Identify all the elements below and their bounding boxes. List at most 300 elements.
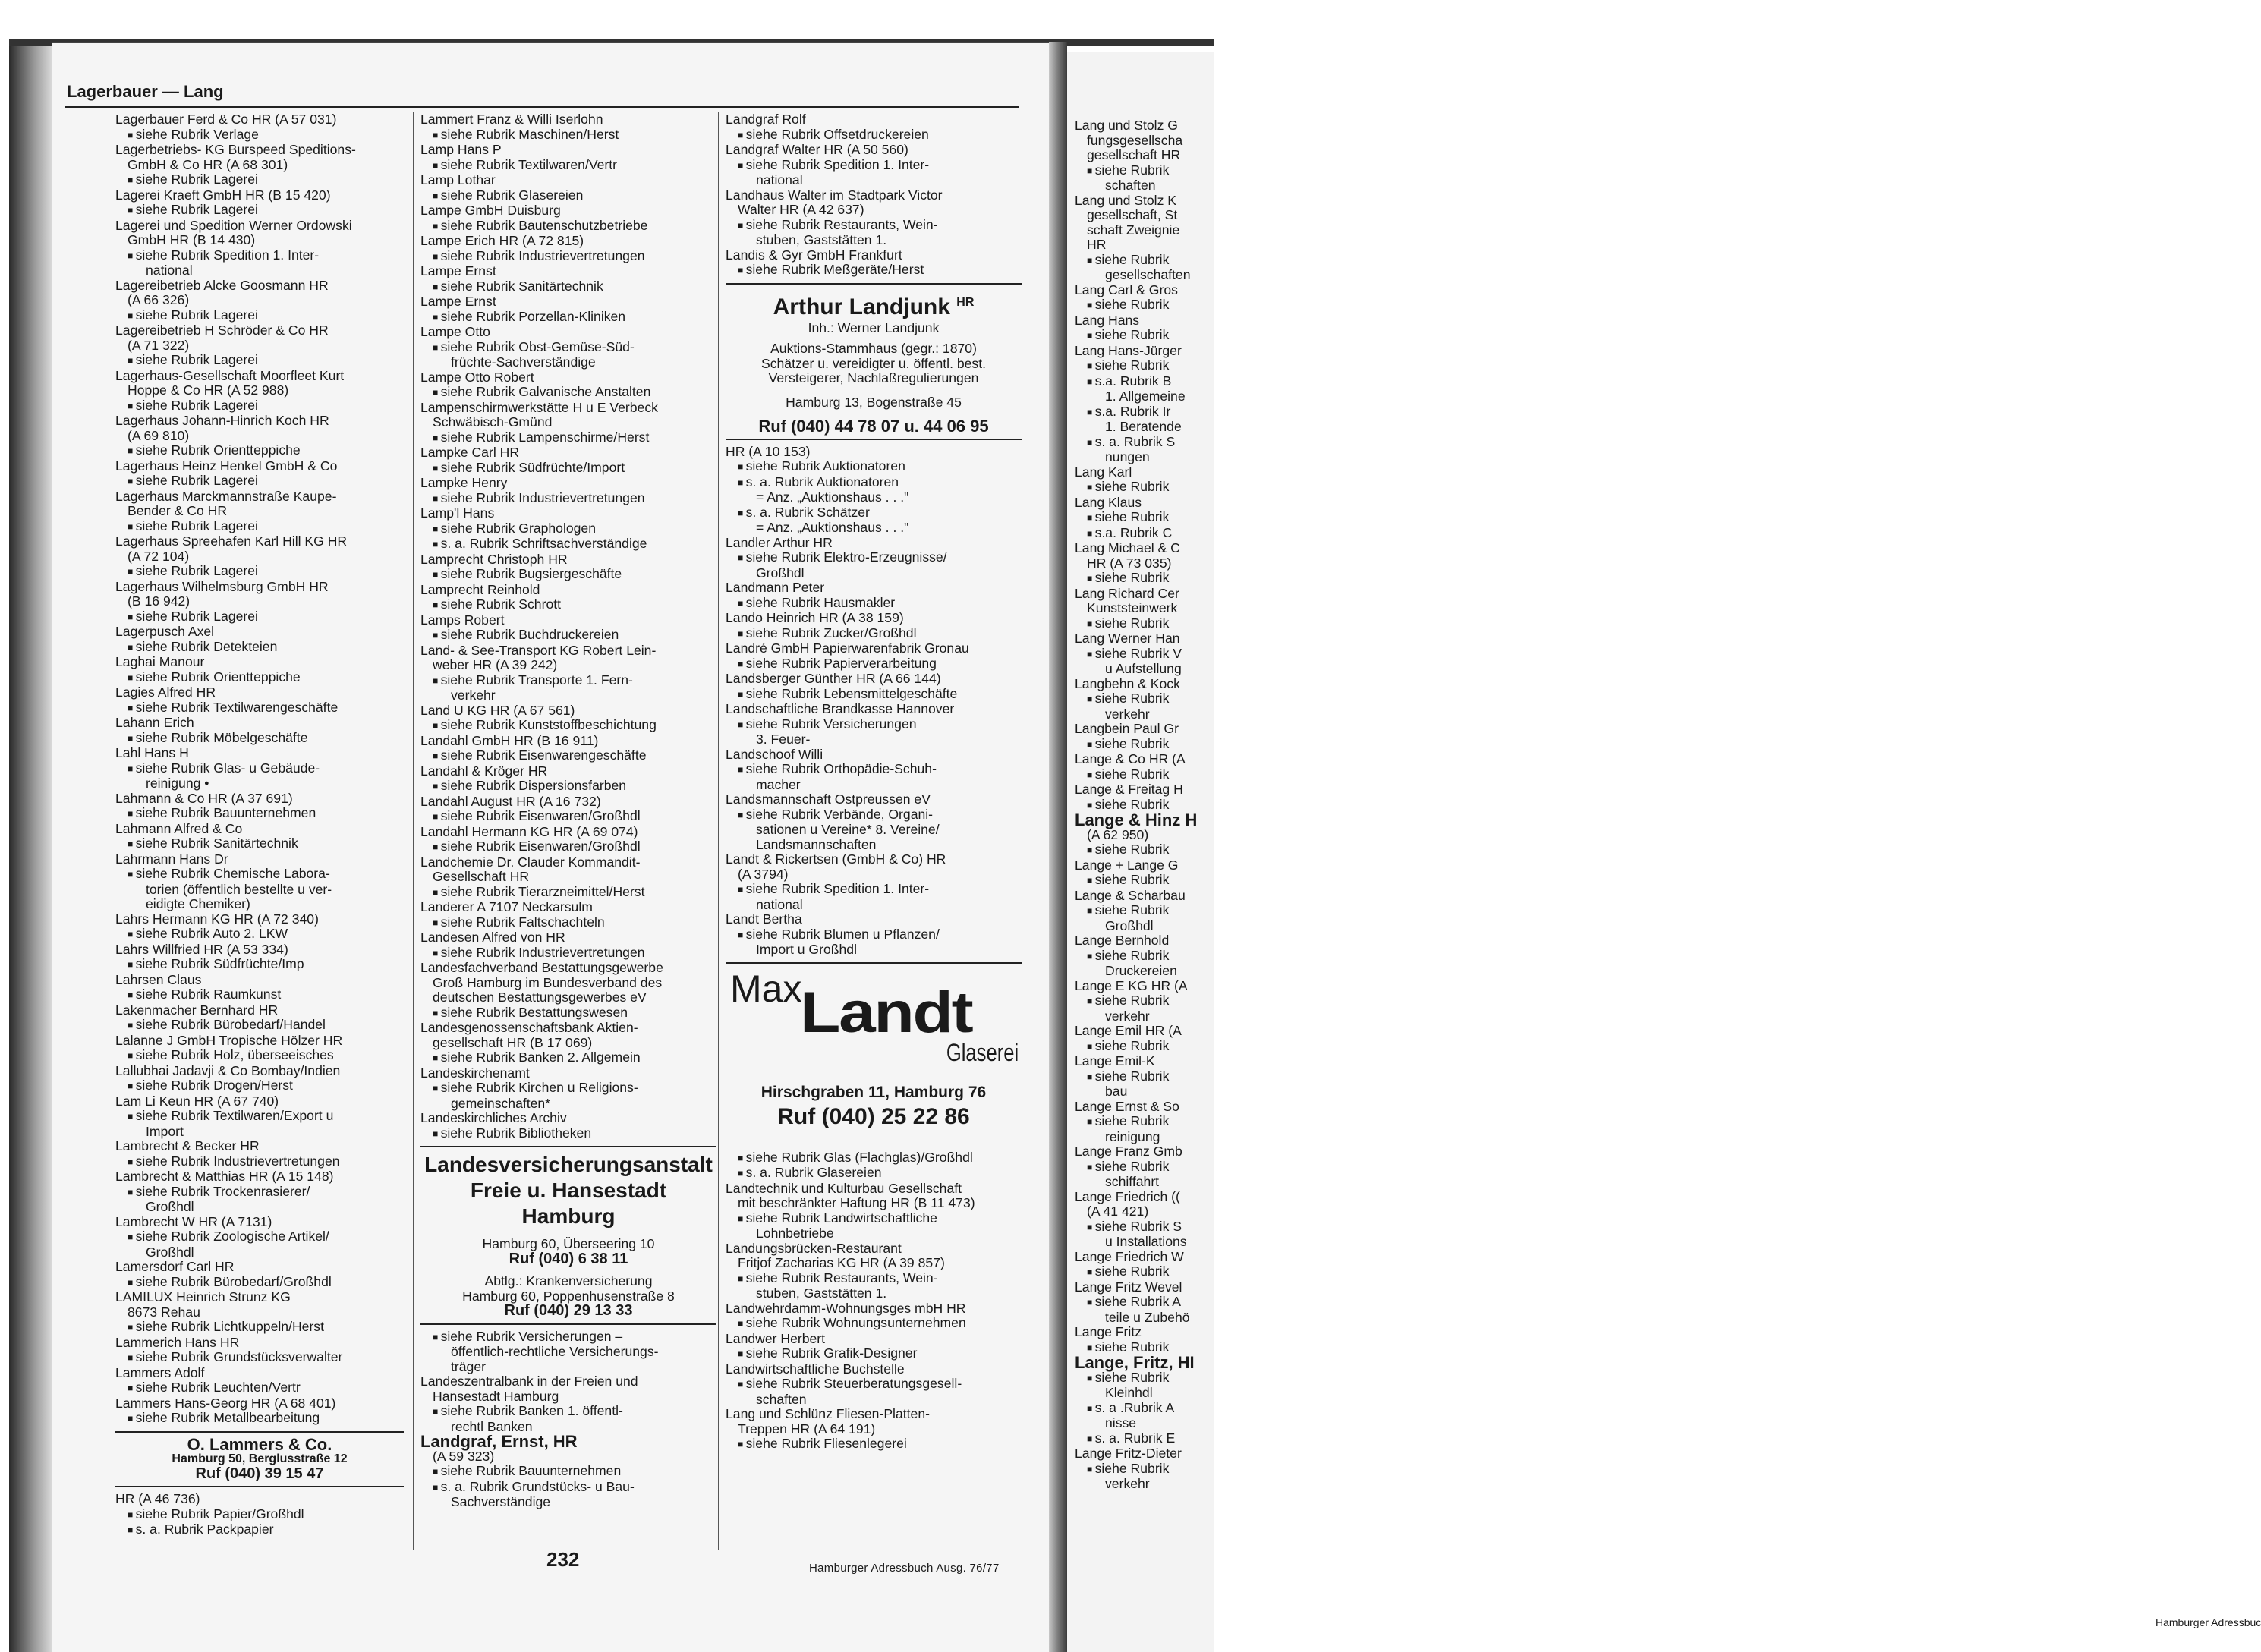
directory-entry: Lammers Adolf: [115, 1364, 205, 1380]
directory-entry: Lagerbauer Ferd & Co HR (A 57 031): [115, 112, 337, 127]
ad-owner: Inh.: Werner Landjunk: [808, 319, 940, 335]
directory-entry: Lando Heinrich HR (A 38 159): [726, 610, 904, 625]
ad-address: Hirschgraben 11, Hamburg 76: [760, 1083, 987, 1101]
rubrik-reference: ■ siehe Rubrik Trockenrasierer/: [115, 1185, 404, 1200]
directory-entry: Lamp Hans P: [420, 142, 502, 157]
rubrik-reference: ■ siehe Rubrik Lampenschirme/Herst: [420, 430, 716, 446]
rubrik-reference: ■ siehe Rubrik Blumen u Pflanzen/: [726, 927, 1022, 943]
rubrik-reference: ■ siehe Rubrik Lagerei: [115, 474, 404, 489]
directory-entry: Landt & Rickertsen (GmbH & Co) HR: [726, 851, 946, 867]
directory-entry: Landschoof Willi: [726, 746, 823, 762]
rubrik-reference: ■ siehe Rubrik S: [1075, 1219, 1227, 1235]
entry-continuation: reinigung •: [146, 776, 209, 791]
rubrik-reference: ■ siehe Rubrik Lagerei: [115, 564, 404, 580]
entry-continuation: (A 69 810): [128, 427, 190, 443]
ad-title-line: Landesversicherungsanstalt: [424, 1153, 713, 1176]
ad-phone: Ruf (040) 25 22 86: [777, 1103, 970, 1129]
rubrik-reference: ■ siehe Rubrik Südfrüchte/Imp: [115, 957, 404, 973]
directory-entry: Lang Karl: [1075, 464, 1132, 480]
rubrik-reference: ■ siehe Rubrik: [1075, 510, 1227, 526]
entry-continuation: Großhdl: [146, 1199, 194, 1214]
directory-entry: Landahl GmbH HR (B 16 911): [420, 732, 599, 748]
directory-entry: Lambrecht & Becker HR: [115, 1138, 260, 1153]
directory-entry: Langbehn & Kock: [1075, 675, 1180, 691]
rubrik-reference: ■ siehe Rubrik: [1075, 691, 1227, 707]
column-divider: [718, 112, 719, 1550]
rubrik-reference: ■ siehe Rubrik Versicherungen: [726, 717, 1022, 733]
entry-continuation: verkehr: [1105, 1476, 1150, 1491]
directory-entry: Lange Fritz Wevel: [1075, 1279, 1182, 1295]
rubrik-reference: ■ siehe Rubrik Lagerei: [115, 308, 404, 324]
rubrik-reference: ■ siehe Rubrik: [1075, 767, 1227, 783]
rubrik-reference: ■ siehe Rubrik Porzellan-Kliniken: [420, 310, 716, 326]
entry-continuation: deutschen Bestattungsgewerbes eV: [433, 990, 647, 1005]
directory-entry: Lamprecht Christoph HR: [420, 551, 568, 567]
directory-entry: Lammers Hans-Georg HR (A 68 401): [115, 1395, 336, 1411]
entry-continuation: Großhdl: [756, 565, 805, 581]
rubrik-reference: ■ siehe Rubrik Südfrüchte/Import: [420, 461, 716, 477]
entry-continuation: Kleinhdl: [1105, 1385, 1153, 1400]
directory-entry: Lahrs Willfried HR (A 53 334): [115, 941, 288, 957]
directory-entry: Lambrecht & Matthias HR (A 15 148): [115, 1169, 334, 1184]
rubrik-reference: ■ siehe Rubrik Lagerei: [115, 519, 404, 535]
rubrik-reference: ■ siehe Rubrik: [1075, 842, 1227, 858]
ad-phone: Ruf (040) 29 13 33: [504, 1302, 633, 1319]
entry-continuation: Lohnbetriebe: [756, 1226, 834, 1241]
rubrik-reference: ■ siehe Rubrik Papier/Großhdl: [115, 1507, 404, 1523]
rubrik-reference: ■ siehe Rubrik: [1075, 1160, 1227, 1175]
directory-entry: Landgraf Walter HR (A 50 560): [726, 142, 908, 157]
entry-continuation: schaften: [1105, 178, 1156, 193]
directory-entry: Landt Bertha: [726, 911, 802, 927]
rubrik-reference: ■ s. a. Rubrik Packpapier: [115, 1522, 404, 1538]
rubrik-reference: ■ siehe Rubrik Auktionatoren: [726, 459, 1022, 475]
rubrik-reference: ■ siehe Rubrik Detekteien: [115, 640, 404, 656]
entry-continuation: Schwäbisch-Gmünd: [433, 414, 553, 430]
rubrik-reference: ■ siehe Rubrik Orientteppiche: [115, 670, 404, 686]
rubrik-reference: ■ siehe Rubrik Bauunternehmen: [115, 806, 404, 822]
entry-continuation: Gesellschaft HR: [433, 869, 530, 884]
entry-continuation: Hoppe & Co HR (A 52 988): [128, 382, 289, 398]
rubrik-reference: ■ siehe Rubrik Orientteppiche: [115, 443, 404, 459]
entry-continuation: (A 72 104): [128, 548, 190, 564]
rubrik-reference: ■ siehe Rubrik Lagerei: [115, 353, 404, 369]
entry-continuation: eidigte Chemiker): [146, 896, 250, 911]
rubrik-reference: ■ siehe Rubrik: [1075, 571, 1227, 587]
page-number: 232: [546, 1548, 580, 1571]
rubrik-reference: ■ siehe Rubrik Glas (Flachglas)/Großhdl: [726, 1150, 1022, 1166]
rubrik-reference: ■ siehe Rubrik Holz, überseeisches: [115, 1048, 404, 1064]
ad-department: Abtlg.: Krankenversicherung: [484, 1273, 653, 1289]
directory-entry: Laghai Manour: [115, 654, 205, 669]
entry-continuation: GmbH & Co HR (A 68 301): [128, 156, 288, 172]
entry-continuation: reinigung: [1105, 1128, 1160, 1144]
column-3: [726, 112, 1022, 1452]
rubrik-reference: ■ siehe Rubrik Wohnungsunternehmen: [726, 1316, 1022, 1332]
directory-entry: Langbein Paul Gr: [1075, 721, 1179, 736]
rubrik-reference: ■ s.a. Rubrik C: [1075, 526, 1227, 542]
rubrik-reference: ■ s. a. Rubrik Schriftsachverständige: [420, 537, 716, 552]
directory-entry: Lang und Stolz G: [1075, 118, 1178, 133]
rubrik-reference: ■ s.a. Rubrik B: [1075, 374, 1227, 390]
directory-entry: Lange + Lange G: [1075, 857, 1179, 873]
rubrik-reference: ■ siehe Rubrik Eisenwarengeschäfte: [420, 748, 716, 764]
directory-entry: Lam Li Keun HR (A 67 740): [115, 1093, 279, 1109]
entry-continuation: 1. Allgemeine: [1105, 389, 1186, 404]
directory-entry: Lange & Freitag H: [1075, 782, 1183, 797]
rubrik-reference: ■ siehe Rubrik: [1075, 1069, 1227, 1085]
directory-entry: Lange & Scharbau: [1075, 887, 1186, 903]
directory-entry: Lange & Co HR (A: [1075, 751, 1186, 766]
rubrik-reference: ■ siehe Rubrik: [1075, 1264, 1227, 1280]
rubrik-reference: ■ siehe Rubrik: [1075, 1340, 1227, 1356]
rubrik-reference: ■ siehe Rubrik: [1075, 737, 1227, 753]
rubrik-reference: ■ s. a. Rubrik Schätzer: [726, 505, 1022, 521]
page-footer: Hamburger Adressbuch Ausg. 76/77: [809, 1562, 1000, 1575]
directory-entry: Landwer Herbert: [726, 1330, 826, 1346]
directory-entry: Lange, Fritz, HI: [1075, 1353, 1195, 1372]
ad-title: Arthur Landjunk $^{HR}$: [773, 294, 975, 319]
entry-continuation: Großhdl: [1105, 917, 1154, 933]
directory-entry: Lang Hans-Jürger: [1075, 342, 1182, 358]
directory-entry: HR (A 46 736): [115, 1491, 200, 1506]
directory-entry: Lambrecht W HR (A 7131): [115, 1213, 272, 1229]
entry-continuation: (A 3794): [738, 866, 789, 882]
entry-continuation: nisse: [1105, 1415, 1137, 1430]
directory-entry: Landsmannschaft Ostpreussen eV: [726, 791, 931, 807]
entry-continuation: (A 66 326): [128, 292, 190, 307]
directory-entry: Land U KG HR (A 67 561): [420, 702, 575, 718]
directory-entry: Lammerich Hans HR: [115, 1334, 240, 1350]
ad-line: Schätzer u. vereidigter u. öffentl. best.: [760, 355, 986, 371]
rubrik-reference: ■ siehe Rubrik: [1075, 1462, 1227, 1477]
rubrik-reference: ■ siehe Rubrik Textilwaren/Export u: [115, 1109, 404, 1125]
entry-continuation: HR (A 73 035): [1087, 555, 1172, 571]
entry-continuation: torien (öffentlich bestellte u ver-: [146, 881, 332, 897]
rubrik-reference: ■ siehe Rubrik Bestattungswesen: [420, 1005, 716, 1021]
rubrik-reference: ■ siehe Rubrik Sanitärtechnik: [115, 836, 404, 852]
entry-continuation: nungen: [1105, 449, 1150, 464]
rubrik-reference: ■ siehe Rubrik: [1075, 328, 1227, 344]
directory-entry: Lange Ernst & So: [1075, 1098, 1179, 1114]
entry-continuation: Walter HR (A 42 637): [738, 202, 864, 217]
ad-address: Hamburg 60, Poppenhusenstraße 8: [462, 1288, 675, 1304]
directory-entry: Landgraf Rolf: [726, 112, 806, 127]
directory-entry: Lahrs Hermann KG HR (A 72 340): [115, 911, 319, 927]
directory-entry: Lang Klaus: [1075, 494, 1142, 510]
rubrik-reference: ■ siehe Rubrik Restaurants, Wein-: [726, 218, 1022, 234]
rubrik-reference: ■ siehe Rubrik Sanitärtechnik: [420, 279, 716, 295]
entry-continuation: weber HR (A 39 242): [433, 657, 558, 672]
ad-title: O. Lammers & Co.: [187, 1434, 332, 1454]
directory-entry: Lagerei und Spedition Werner Ordowski: [115, 217, 352, 233]
directory-entry: Lange Bernhold: [1075, 933, 1170, 948]
directory-entry: Landchemie Dr. Clauder Kommandit-: [420, 854, 641, 870]
rubrik-reference: ■ siehe Rubrik Auto 2. LKW: [115, 927, 404, 942]
ad-phone: Ruf (040) 39 15 47: [195, 1465, 324, 1482]
directory-entry: Lagies Alfred HR: [115, 684, 216, 700]
entry-continuation: macher: [756, 776, 801, 792]
rubrik-reference: ■ siehe Rubrik Lichtkuppeln/Herst: [115, 1320, 404, 1336]
max-landt-ad: [726, 962, 1022, 1146]
rubrik-reference: ■ siehe Rubrik Schrott: [420, 597, 716, 613]
directory-entry: Landesfachverband Bestattungsgewerbe: [420, 960, 663, 975]
entry-continuation: Treppen HR (A 64 191): [738, 1421, 876, 1436]
rubrik-reference: ■ siehe Rubrik Elektro-Erzeugnisse/: [726, 550, 1022, 566]
directory-entry: Lang Carl & Gros: [1075, 282, 1178, 297]
directory-entry: Landeskirchenamt: [420, 1065, 530, 1081]
rubrik-reference: ■ siehe Rubrik Lebensmittelgeschäfte: [726, 687, 1022, 703]
rubrik-reference: ■ siehe Rubrik Industrievertretungen: [115, 1154, 404, 1170]
rubrik-reference: ■ siehe Rubrik: [1075, 798, 1227, 813]
rubrik-reference: ■ siehe Rubrik Industrievertretungen: [420, 946, 716, 961]
rubrik-reference: ■ siehe Rubrik Bürobedarf/Großhdl: [115, 1275, 404, 1291]
directory-entry: Lange Fritz: [1075, 1324, 1142, 1339]
rubrik-reference: ■ siehe Rubrik Spedition 1. Inter-: [726, 882, 1022, 898]
rubrik-reference: ■ s. a. Rubrik Glasereien: [726, 1166, 1022, 1182]
column-divider: [413, 112, 414, 1550]
rubrik-reference: ■ siehe Rubrik Graphologen: [420, 521, 716, 537]
next-page-column: [1075, 118, 1227, 1492]
rubrik-reference: ■ siehe Rubrik Industrievertretungen: [420, 249, 716, 265]
entry-continuation: verkehr: [1105, 1008, 1150, 1024]
directory-entry: Lange Fritz-Dieter: [1075, 1446, 1182, 1461]
directory-entry: Landmann Peter: [726, 580, 825, 595]
directory-entry: Lahl Hans H: [115, 745, 189, 760]
rubrik-reference: ■ s. a. Rubrik Grundstücks- u Bau-: [420, 1480, 716, 1496]
directory-entry: Lalanne J GmbH Tropische Hölzer HR: [115, 1032, 343, 1048]
rubrik-reference: ■ siehe Rubrik: [1075, 358, 1227, 374]
rubrik-reference: ■ siehe Rubrik Chemische Labora-: [115, 867, 404, 883]
entry-continuation: teile u Zubehö: [1105, 1309, 1190, 1325]
entry-continuation: verkehr: [1105, 706, 1150, 722]
entry-continuation: 8673 Rehau: [128, 1304, 200, 1320]
rubrik-reference: ■ siehe Rubrik Lagerei: [115, 172, 404, 188]
entry-continuation: gesellschaften: [1105, 267, 1191, 282]
directory-entry: Lange E KG HR (A: [1075, 977, 1188, 993]
rubrik-reference: ■ siehe Rubrik Hausmakler: [726, 596, 1022, 612]
directory-entry: Lampe Erich HR (A 72 815): [420, 233, 584, 248]
rubrik-reference: ■ siehe Rubrik Textilwaren/Vertr: [420, 158, 716, 174]
rubrik-reference: ■ s. a. Rubrik E: [1075, 1431, 1227, 1447]
directory-entry: Landahl & Kröger HR: [420, 763, 548, 779]
directory-entry: Landahl Hermann KG HR (A 69 074): [420, 823, 638, 839]
entry-continuation: = Anz. „Auktionshaus . . .": [756, 520, 909, 535]
directory-entry: Lampenschirmwerkstätte H u E Verbeck: [420, 399, 658, 415]
rubrik-reference: ■ siehe Rubrik Bauunternehmen: [420, 1464, 716, 1480]
entry-continuation: = Anz. „Auktionshaus . . .": [756, 489, 909, 505]
rubrik-reference: ■ siehe Rubrik Grundstücksverwalter: [115, 1350, 404, 1366]
directory-entry: Landhaus Walter im Stadtpark Victor: [726, 187, 943, 203]
ad-address: Hamburg 13, Bogenstraße 45: [786, 394, 962, 410]
entry-continuation: rechtl Banken: [451, 1418, 533, 1434]
directory-entry: Lahrsen Claus: [115, 971, 202, 987]
column-1: [115, 112, 404, 1538]
header-rule: [65, 106, 1019, 108]
rubrik-reference: ■ siehe Rubrik A: [1075, 1295, 1227, 1311]
rubrik-reference: ■ siehe Rubrik Bautenschutzbetriebe: [420, 219, 716, 234]
entry-continuation: 3. Feuer-: [756, 732, 811, 747]
entry-list: [420, 112, 716, 1141]
rubrik-reference: ■ siehe Rubrik Lagerei: [115, 398, 404, 414]
directory-entry: Lagerei Kraeft GmbH HR (B 15 420): [115, 187, 331, 203]
directory-entry: Lang und Stolz K: [1075, 192, 1177, 208]
directory-entry: Lamprecht Reinhold: [420, 581, 540, 597]
ad-phone: Ruf (040) 6 38 11: [509, 1250, 628, 1267]
rubrik-reference: ■ siehe Rubrik Möbelgeschäfte: [115, 731, 404, 747]
directory-entry: Landwehrdamm-Wohnungsges mbH HR: [726, 1300, 966, 1316]
directory-entry: Land- & See-Transport KG Robert Lein-: [420, 642, 657, 658]
entry-continuation: mit beschränkter Haftung HR (B 11 473): [738, 1195, 975, 1210]
entry-continuation: national: [146, 263, 193, 278]
rubrik-reference: ■ siehe Rubrik Offsetdruckereien: [726, 127, 1022, 143]
entry-continuation: (B 16 942): [128, 593, 191, 609]
directory-entry: Lang Hans: [1075, 312, 1140, 328]
entry-continuation: u Installations: [1105, 1234, 1187, 1249]
directory-entry: Lampke Henry: [420, 475, 508, 490]
directory-entry: Lamps Robert: [420, 612, 505, 628]
rubrik-reference: ■ siehe Rubrik Verlage: [115, 127, 404, 143]
directory-entry: Lamp Lothar: [420, 172, 496, 187]
page-header: Lagerbauer — Lang: [67, 82, 224, 101]
directory-entry: Lahmann Alfred & Co: [115, 820, 243, 836]
rubrik-reference: ■ siehe Rubrik Galvanische Anstalten: [420, 385, 716, 401]
entry-continuation: national: [756, 172, 803, 187]
rubrik-reference: ■ siehe Rubrik Textilwarengeschäfte: [115, 700, 404, 716]
directory-entry: Lamersdorf Carl HR: [115, 1259, 235, 1274]
rubrik-reference: ■ siehe Rubrik Leuchten/Vertr: [115, 1380, 404, 1396]
rubrik-reference: ■ siehe Rubrik Zoologische Artikel/: [115, 1229, 404, 1245]
entry-continuation: GmbH HR (B 14 430): [128, 232, 256, 247]
rubrik-reference: ■ siehe Rubrik Zucker/Großhdl: [726, 626, 1022, 642]
directory-entry: Lagerhaus Marckmannstraße Kaupe-: [115, 488, 337, 504]
directory-entry: Lampe Otto: [420, 324, 490, 339]
directory-entry: Landschaftliche Brandkasse Hannover: [726, 701, 955, 716]
ad-address: Hamburg 50, Berglusstraße 12: [172, 1452, 348, 1465]
ad-logo-max: Max: [730, 967, 802, 1010]
entry-continuation: Import: [146, 1123, 184, 1139]
rubrik-reference: ■ siehe Rubrik Obst-Gemüse-Süd-: [420, 340, 716, 356]
entry-continuation: Import u Großhdl: [756, 942, 857, 957]
directory-entry: Lagereibetrieb Alcke Goosmann HR: [115, 277, 329, 293]
entry-list: [726, 1150, 1022, 1452]
directory-entry: Lamp'l Hans: [420, 505, 495, 521]
rubrik-reference: ■ siehe Rubrik Drogen/Herst: [115, 1078, 404, 1094]
book-spine: [9, 42, 52, 1652]
directory-entry: Lange Emil HR (A: [1075, 1023, 1182, 1038]
rubrik-reference: ■ siehe Rubrik: [1075, 480, 1227, 496]
directory-entry: Lahmann & Co HR (A 37 691): [115, 790, 293, 806]
rubrik-reference: ■ siehe Rubrik Kirchen u Religions-: [420, 1081, 716, 1097]
ad-phone: Ruf (040) 44 78 07 u. 44 06 95: [758, 417, 989, 436]
directory-entry: Landesen Alfred von HR: [420, 930, 565, 945]
rubrik-reference: ■ siehe Rubrik Papierverarbeitung: [726, 656, 1022, 672]
directory-entry: Landahl August HR (A 16 732): [420, 793, 601, 809]
directory-entry: Lagereibetrieb H Schröder & Co HR: [115, 323, 329, 338]
entry-continuation: Fritjof Zacharias KG HR (A 39 857): [738, 1255, 945, 1270]
directory-entry: LAMILUX Heinrich Strunz KG: [115, 1289, 291, 1304]
directory-entry: Lahrmann Hans Dr: [115, 851, 228, 867]
directory-entry: Lagerhaus Heinz Henkel GmbH & Co: [115, 458, 338, 474]
entry-continuation: schaften: [756, 1391, 807, 1407]
ad-logo-glaserei: Glaserei: [946, 1038, 1019, 1066]
rubrik-reference: ■ siehe Rubrik Grafik-Designer: [726, 1346, 1022, 1362]
rubrik-reference: ■ siehe Rubrik Dispersionsfarben: [420, 779, 716, 795]
rubrik-reference: ■ siehe Rubrik Metallbearbeitung: [115, 1411, 404, 1427]
rubrik-reference: ■ siehe Rubrik: [1075, 903, 1227, 919]
directory-entry: Landeskirchliches Archiv: [420, 1110, 567, 1125]
entry-continuation: u Aufstellung: [1105, 661, 1182, 676]
rubrik-reference: ■ siehe Rubrik: [1075, 993, 1227, 1009]
directory-entry: Lange & Hinz H: [1075, 810, 1198, 829]
next-page-edge: [1067, 52, 2261, 1652]
rubrik-reference: ■ siehe Rubrik Spedition 1. Inter-: [115, 248, 404, 264]
ad-title-line: Freie u. Hansestadt: [470, 1178, 667, 1202]
entry-continuation: bau: [1105, 1084, 1128, 1099]
rubrik-reference: ■ siehe Rubrik Maschinen/Herst: [420, 127, 716, 143]
directory-entry: Lange Franz Gmb: [1075, 1144, 1182, 1159]
directory-entry: Landerer A 7107 Neckarsulm: [420, 899, 593, 914]
directory-entry: Lallubhai Jadavji & Co Bombay/Indien: [115, 1062, 341, 1078]
rubrik-reference: ■ siehe Rubrik Faltschachteln: [420, 915, 716, 931]
directory-entry: HR (A 10 153): [726, 443, 811, 459]
entry-continuation: national: [756, 896, 803, 912]
entry-continuation: stuben, Gaststätten 1.: [756, 232, 887, 247]
directory-entry: Lagerhaus Wilhelmsburg GmbH HR: [115, 578, 329, 594]
directory-entry: Lagerhaus-Gesellschaft Moorfleet Kurt: [115, 367, 345, 383]
rubrik-reference: ■ siehe Rubrik Banken 2. Allgemein: [420, 1050, 716, 1066]
entry-continuation: früchte-Sachverständige: [451, 354, 596, 370]
directory-entry: Landungsbrücken-Restaurant: [726, 1240, 902, 1256]
entry-continuation: träger: [451, 1358, 486, 1374]
rubrik-reference: ■ siehe Rubrik Raumkunst: [115, 987, 404, 1003]
directory-entry: Landis & Gyr GmbH Frankfurt: [726, 247, 902, 263]
directory-entry: Lagerhaus Spreehafen Karl Hill KG HR: [115, 533, 348, 549]
rubrik-reference: ■ siehe Rubrik Transporte 1. Fern-: [420, 673, 716, 689]
rubrik-reference: ■ siehe Rubrik Restaurants, Wein-: [726, 1271, 1022, 1287]
rubrik-reference: ■ siehe Rubrik Banken 1. öffentl-: [420, 1404, 716, 1420]
directory-entry: Lampke Carl HR: [420, 445, 520, 460]
directory-entry: Lahann Erich: [115, 715, 194, 730]
rubrik-reference: ■ siehe Rubrik: [1075, 1370, 1227, 1386]
directory-entry: Landler Arthur HR: [726, 534, 833, 550]
entry-continuation: verkehr: [451, 688, 496, 703]
entry-continuation: schaft Zweignie: [1087, 222, 1180, 238]
directory-entry: Lagerhaus Johann-Hinrich Koch HR: [115, 413, 329, 428]
landjunk-ad: [726, 283, 1022, 440]
entry-continuation: Sachverständige: [451, 1494, 551, 1509]
rubrik-reference: ■ siehe Rubrik Tierarzneimittel/Herst: [420, 885, 716, 901]
directory-entry: Lang Werner Han: [1075, 631, 1180, 646]
lva-ad: [420, 1146, 716, 1325]
column-2: [420, 112, 716, 1510]
rubrik-reference: ■ siehe Rubrik: [1075, 873, 1227, 889]
rubrik-reference: ■ siehe Rubrik Industrievertretungen: [420, 491, 716, 507]
rubrik-reference: ■ siehe Rubrik Glas- u Gebäude-: [115, 761, 404, 777]
rubrik-reference: ■ siehe Rubrik Steuerberatungsgesell-: [726, 1377, 1022, 1392]
rubrik-reference: ■ siehe Rubrik V: [1075, 647, 1227, 662]
entry-continuation: Druckereien: [1105, 963, 1177, 978]
rubrik-reference: ■ siehe Rubrik: [1075, 949, 1227, 964]
entry-list: [420, 1329, 716, 1510]
directory-entry: Landsberger Günther HR (A 66 144): [726, 671, 941, 686]
rubrik-reference: ■ siehe Rubrik Versicherungen –: [420, 1329, 716, 1345]
entry-continuation: Kunststeinwerk: [1087, 600, 1178, 615]
rubrik-reference: ■ siehe Rubrik Fliesenlegerei: [726, 1436, 1022, 1452]
rubrik-reference: ■ siehe Rubrik Buchdruckereien: [420, 628, 716, 643]
entry-continuation: Bender & Co HR: [128, 503, 228, 518]
rubrik-reference: ■ s. a. Rubrik Auktionatoren: [726, 475, 1022, 491]
